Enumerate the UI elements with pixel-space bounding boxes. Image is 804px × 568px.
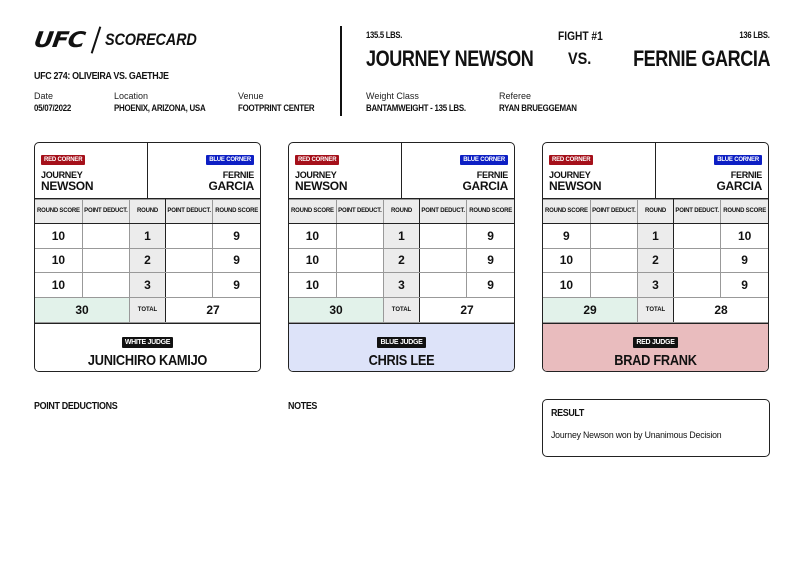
judge-name: JUNICHIRO KAMIJO	[87, 351, 208, 369]
red-fighter-name: JOURNEY NEWSON	[366, 46, 534, 71]
total-label: TOTAL	[130, 297, 166, 322]
round-number: 2	[638, 248, 674, 273]
notes-heading: NOTES	[288, 400, 318, 412]
date-field	[34, 91, 76, 113]
score-table	[543, 199, 768, 323]
blue-deduct	[166, 224, 213, 249]
blue-score: 9	[721, 273, 768, 298]
red-last-name: NEWSON	[549, 179, 602, 193]
location-field	[114, 91, 218, 113]
blue-corner	[656, 143, 768, 198]
venue-field	[238, 91, 325, 113]
header-red-round-score: ROUND SCORE	[289, 200, 336, 224]
red-score: 9	[543, 224, 590, 249]
table-row	[289, 273, 514, 298]
red-corner-badge: RED CORNER	[41, 155, 85, 165]
location-label: Location	[114, 91, 149, 101]
red-deduct	[82, 248, 129, 273]
blue-deduct	[420, 273, 467, 298]
red-first-name: JOURNEY	[295, 170, 337, 180]
table-row	[543, 224, 768, 249]
blue-score: 9	[467, 248, 514, 273]
score-table-header	[289, 200, 514, 224]
total-label: TOTAL	[384, 297, 420, 322]
header-red-point-deduct: POINT DEDUCT.	[82, 200, 129, 224]
venue-label: Venue	[238, 91, 264, 101]
logo-divider	[90, 26, 101, 53]
header-round: ROUND	[384, 200, 420, 224]
table-row	[35, 224, 260, 249]
judge-badge: BLUE JUDGE	[377, 337, 425, 348]
corner-header	[35, 143, 260, 199]
referee-label: Referee	[499, 91, 532, 101]
blue-fighter-weight: 136 LBS.	[739, 30, 770, 40]
red-corner	[543, 143, 656, 198]
blue-deduct	[674, 273, 721, 298]
red-deduct	[82, 273, 129, 298]
round-number: 3	[638, 273, 674, 298]
red-score: 10	[289, 273, 336, 298]
red-score: 10	[35, 273, 82, 298]
blue-score: 9	[213, 224, 260, 249]
header-blue-point-deduct: POINT DEDUCT.	[420, 200, 467, 224]
venue-value: FOOTPRINT CENTER	[238, 103, 315, 113]
red-deduct	[336, 248, 383, 273]
red-score: 10	[289, 248, 336, 273]
header-blue-round-score: ROUND SCORE	[721, 200, 768, 224]
blue-deduct	[420, 248, 467, 273]
blue-total: 27	[420, 297, 515, 322]
score-table-header	[35, 200, 260, 224]
blue-corner-badge: BLUE CORNER	[460, 155, 508, 165]
blue-total: 27	[166, 297, 261, 322]
blue-score: 9	[213, 273, 260, 298]
blue-deduct	[674, 248, 721, 273]
header-blue-round-score: ROUND SCORE	[213, 200, 260, 224]
red-deduct	[336, 224, 383, 249]
header-round: ROUND	[638, 200, 674, 224]
blue-corner-badge: BLUE CORNER	[714, 155, 762, 165]
score-table	[289, 199, 514, 323]
header-blue-point-deduct: POINT DEDUCT.	[674, 200, 721, 224]
blue-corner-badge: BLUE CORNER	[206, 155, 254, 165]
total-row	[543, 297, 768, 322]
point-deductions-heading: POINT DEDUCTIONS	[34, 400, 118, 412]
red-total: 30	[289, 297, 384, 322]
result-text: Journey Newson won by Unanimous Decision	[551, 430, 722, 441]
table-row	[289, 224, 514, 249]
blue-score: 9	[467, 224, 514, 249]
judge-scorecard-blue	[288, 142, 515, 372]
blue-corner	[148, 143, 260, 198]
red-score: 10	[543, 248, 590, 273]
judge-name: CHRIS LEE	[368, 351, 435, 369]
header-blue-round-score: ROUND SCORE	[467, 200, 514, 224]
score-table	[35, 199, 260, 323]
red-score: 10	[543, 273, 590, 298]
judge-scorecard-red	[542, 142, 769, 372]
table-row	[543, 248, 768, 273]
red-corner-badge: RED CORNER	[549, 155, 593, 165]
red-corner	[289, 143, 402, 198]
judge-badge: WHITE JUDGE	[122, 337, 173, 348]
round-number: 2	[384, 248, 420, 273]
blue-first-name: FERNIE	[222, 170, 254, 180]
blue-first-name: FERNIE	[476, 170, 508, 180]
table-row	[289, 248, 514, 273]
corner-header	[543, 143, 768, 199]
red-deduct	[590, 273, 637, 298]
date-label: Date	[34, 91, 54, 101]
event-title: UFC 274: OLIVEIRA VS. GAETHJE	[34, 70, 169, 82]
date-value: 05/07/2022	[34, 103, 72, 113]
red-last-name: NEWSON	[295, 179, 348, 193]
red-first-name: JOURNEY	[549, 170, 591, 180]
weight-class-label: Weight Class	[366, 91, 419, 101]
judge-scorecard-white	[34, 142, 261, 372]
round-number: 1	[638, 224, 674, 249]
total-row	[35, 297, 260, 322]
result-box	[542, 399, 770, 457]
blue-score: 9	[721, 248, 768, 273]
round-number: 2	[130, 248, 166, 273]
blue-corner	[402, 143, 514, 198]
result-heading: RESULT	[551, 407, 585, 419]
header-red-round-score: ROUND SCORE	[543, 200, 590, 224]
blue-last-name: GARCIA	[208, 179, 254, 193]
blue-deduct	[166, 273, 213, 298]
red-deduct	[336, 273, 383, 298]
red-deduct	[590, 224, 637, 249]
table-row	[35, 273, 260, 298]
header-round: ROUND	[130, 200, 166, 224]
red-score: 10	[35, 224, 82, 249]
red-fighter-weight: 135.5 LBS.	[366, 30, 403, 40]
judge-footer	[289, 323, 514, 372]
table-row	[543, 273, 768, 298]
red-last-name: NEWSON	[41, 179, 94, 193]
header-red-point-deduct: POINT DEDUCT.	[336, 200, 383, 224]
fight-number: FIGHT #1	[558, 29, 603, 43]
red-first-name: JOURNEY	[41, 170, 83, 180]
table-row	[35, 248, 260, 273]
red-score: 10	[289, 224, 336, 249]
blue-total: 28	[674, 297, 769, 322]
total-row	[289, 297, 514, 322]
round-number: 1	[130, 224, 166, 249]
blue-score: 9	[213, 248, 260, 273]
blue-deduct	[674, 224, 721, 249]
judge-name: BRAD FRANK	[614, 351, 697, 369]
weight-class-field	[366, 91, 479, 113]
page-title: SCORECARD	[104, 30, 197, 49]
total-label: TOTAL	[638, 297, 674, 322]
round-number: 3	[384, 273, 420, 298]
header-blue-point-deduct: POINT DEDUCT.	[166, 200, 213, 224]
referee-value: RYAN BRUEGGEMAN	[499, 103, 577, 113]
blue-last-name: GARCIA	[462, 179, 508, 193]
blue-fighter-name: FERNIE GARCIA	[633, 46, 770, 71]
score-table-header	[543, 200, 768, 224]
blue-last-name: GARCIA	[716, 179, 762, 193]
judge-footer	[35, 323, 260, 372]
location-value: PHOENIX, ARIZONA, USA	[114, 103, 206, 113]
red-total: 29	[543, 297, 638, 322]
blue-deduct	[420, 224, 467, 249]
referee-field	[499, 91, 587, 113]
red-corner-badge: RED CORNER	[295, 155, 339, 165]
blue-score: 9	[467, 273, 514, 298]
versus-label: VS.	[568, 49, 592, 68]
header-red-point-deduct: POINT DEDUCT.	[590, 200, 637, 224]
round-number: 1	[384, 224, 420, 249]
red-deduct	[590, 248, 637, 273]
red-total: 30	[35, 297, 130, 322]
header-divider	[340, 26, 342, 116]
judge-footer	[543, 323, 768, 372]
weight-class-value: BANTAMWEIGHT - 135 LBS.	[366, 103, 466, 113]
brand-header	[34, 26, 212, 54]
judge-badge: RED JUDGE	[633, 337, 677, 348]
blue-score: 10	[721, 224, 768, 249]
round-number: 3	[130, 273, 166, 298]
corner-header	[289, 143, 514, 199]
red-deduct	[82, 224, 129, 249]
red-corner	[35, 143, 148, 198]
header-red-round-score: ROUND SCORE	[35, 200, 82, 224]
blue-first-name: FERNIE	[730, 170, 762, 180]
red-score: 10	[35, 248, 82, 273]
ufc-logo: UFC	[32, 27, 87, 53]
blue-deduct	[166, 248, 213, 273]
